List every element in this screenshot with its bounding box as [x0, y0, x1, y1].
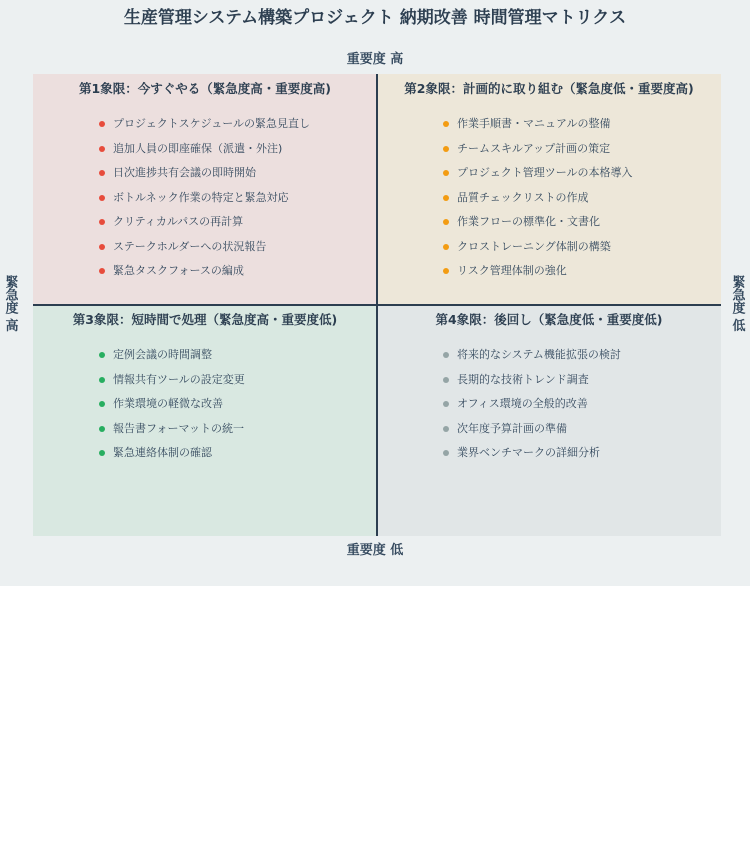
- bullet-dot-icon: [443, 401, 449, 407]
- list-item-label: 業界ベンチマークの詳細分析: [457, 446, 600, 459]
- axis-label-bottom: 重要度 低: [346, 543, 404, 558]
- list-item-label: プロジェクト管理ツールの本格導入: [457, 166, 633, 179]
- quadrant-2-items: [443, 117, 633, 289]
- list-item: [99, 422, 245, 447]
- bullet-dot-icon: [443, 426, 449, 432]
- quadrant-2-title: 第2象限：計画的に取り組む（緊急度低・重要度高): [404, 81, 694, 96]
- list-item-label: オフィス環境の全般的改善: [457, 397, 588, 410]
- bullet-dot-icon: [443, 170, 449, 176]
- list-item-label: 作業フローの標準化・文書化: [457, 215, 600, 228]
- list-item: [443, 446, 621, 471]
- horizontal-divider: [33, 304, 721, 306]
- bullet-dot-icon: [99, 195, 105, 201]
- bullet-dot-icon: [443, 146, 449, 152]
- list-item: [443, 142, 633, 167]
- list-item-label: ボトルネック作業の特定と緊急対応: [113, 190, 289, 204]
- bullet-dot-icon: [443, 450, 449, 456]
- list-item: [443, 240, 633, 265]
- list-item-label: 将来的なシステム機能拡張の検討: [457, 348, 621, 361]
- quadrant-4: [377, 305, 721, 536]
- bullet-dot-icon: [99, 377, 105, 383]
- list-item-label: 作業環境の軽微な改善: [113, 397, 223, 410]
- list-item: [99, 240, 310, 265]
- list-item-label: ステークホルダーへの状況報告: [113, 239, 267, 253]
- list-item: [443, 422, 621, 447]
- bullet-dot-icon: [443, 244, 449, 250]
- list-item: [99, 215, 310, 240]
- axis-label-right: 緊急度 低: [729, 275, 745, 332]
- list-item-label: プロジェクトスケジュールの緊急見直し: [113, 117, 311, 130]
- list-item: [99, 166, 310, 191]
- bullet-dot-icon: [99, 450, 105, 456]
- list-item-label: 定例会議の時間調整: [113, 348, 212, 361]
- list-item: [443, 117, 633, 142]
- bullet-dot-icon: [99, 219, 105, 225]
- list-item-label: 報告書フォーマットの統一: [113, 421, 245, 435]
- list-item: [99, 142, 310, 167]
- quadrant-1: [33, 74, 377, 305]
- list-item-label: 情報共有ツールの設定変更: [113, 372, 245, 386]
- bullet-dot-icon: [99, 170, 105, 176]
- page-title: 生産管理システム構築プロジェクト 納期改善 時間管理マトリクス: [123, 8, 627, 28]
- bullet-dot-icon: [99, 352, 105, 358]
- bullet-dot-icon: [443, 195, 449, 201]
- bullet-dot-icon: [443, 121, 449, 127]
- list-item-label: 日次進捗共有会議の即時開始: [113, 166, 256, 179]
- list-item: [443, 166, 633, 191]
- quadrant-4-title: 第4象限：後回し（緊急度低・重要度低): [435, 312, 663, 327]
- list-item: [443, 397, 621, 422]
- bullet-dot-icon: [443, 377, 449, 383]
- list-item: [99, 264, 310, 289]
- list-item-label: 長期的な技術トレンド調査: [457, 372, 589, 386]
- quadrant-4-items: [443, 348, 621, 471]
- list-item: [99, 117, 310, 142]
- list-item-label: クロストレーニング体制の構築: [457, 239, 611, 253]
- matrix-grid: [33, 74, 721, 536]
- list-item-label: 追加人員の即座確保（派遣・外注): [113, 141, 283, 155]
- list-item-label: 緊急タスクフォースの編成: [113, 264, 244, 277]
- quadrant-3: [33, 305, 377, 536]
- list-item-label: 緊急連絡体制の確認: [113, 446, 212, 459]
- list-item: [443, 215, 633, 240]
- bullet-dot-icon: [99, 244, 105, 250]
- list-item: [443, 264, 633, 289]
- list-item-label: 作業手順書・マニュアルの整備: [457, 117, 611, 130]
- quadrant-2: [377, 74, 721, 305]
- bullet-dot-icon: [99, 268, 105, 274]
- bullet-dot-icon: [443, 219, 449, 225]
- list-item-label: チームスキルアップ計画の策定: [457, 141, 611, 155]
- list-item: [99, 191, 310, 216]
- list-item: [443, 373, 621, 398]
- list-item-label: 品質チェックリストの作成: [457, 190, 589, 204]
- quadrant-3-items: [99, 348, 245, 471]
- list-item-label: リスク管理体制の強化: [457, 264, 567, 277]
- quadrant-1-title: 第1象限：今すぐやる（緊急度高・重要度高): [79, 81, 331, 96]
- bullet-dot-icon: [443, 352, 449, 358]
- quadrant-3-title: 第3象限：短時間で処理（緊急度高・重要度低): [72, 312, 338, 327]
- bullet-dot-icon: [99, 121, 105, 127]
- bullet-dot-icon: [99, 426, 105, 432]
- list-item: [99, 397, 245, 422]
- list-item: [443, 191, 633, 216]
- list-item: [99, 446, 245, 471]
- list-item-label: クリティカルパスの再計算: [113, 215, 244, 228]
- bullet-dot-icon: [99, 401, 105, 407]
- axis-label-top: 重要度 高: [346, 52, 404, 67]
- list-item: [99, 373, 245, 398]
- axis-label-left: 緊急度 高: [2, 275, 18, 332]
- list-item: [99, 348, 245, 373]
- quadrant-1-items: [99, 117, 310, 289]
- list-item-label: 次年度予算計画の準備: [457, 421, 567, 435]
- list-item: [443, 348, 621, 373]
- bullet-dot-icon: [443, 268, 449, 274]
- bullet-dot-icon: [99, 146, 105, 152]
